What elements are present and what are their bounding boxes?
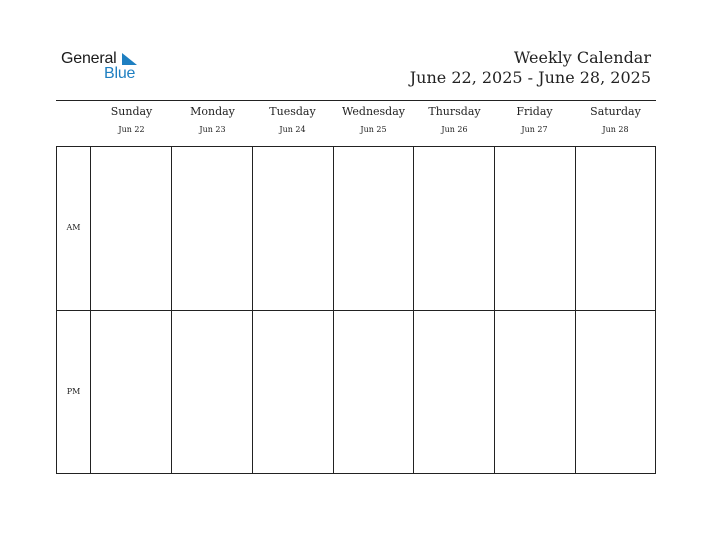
cell-tuesday-am[interactable]	[253, 147, 333, 310]
logo-text-general: General	[61, 50, 117, 67]
cell-friday-pm[interactable]	[495, 311, 575, 473]
cell-sunday-am[interactable]	[91, 147, 171, 310]
day-date: Jun 22	[118, 125, 145, 134]
day-date: Jun 27	[521, 125, 548, 134]
day-name: Sunday	[110, 105, 153, 118]
cell-wednesday-pm[interactable]	[334, 311, 413, 473]
cell-tuesday-pm[interactable]	[253, 311, 333, 473]
header-divider	[56, 100, 656, 101]
day-header-friday	[494, 104, 575, 136]
day-name: Monday	[190, 105, 235, 118]
day-name: Saturday	[590, 105, 641, 118]
cell-saturday-pm[interactable]	[576, 311, 655, 473]
day-header-saturday	[575, 104, 656, 136]
day-header-sunday	[91, 104, 172, 136]
day-name: Tuesday	[269, 105, 316, 118]
logo-text-blue: Blue	[104, 65, 136, 82]
day-date: Jun 24	[279, 125, 306, 134]
row-label-am: AM	[66, 223, 81, 232]
day-date: Jun 23	[199, 125, 226, 134]
day-date: Jun 25	[360, 125, 387, 134]
cell-wednesday-am[interactable]	[334, 147, 413, 310]
cell-monday-am[interactable]	[172, 147, 252, 310]
date-range: June 22, 2025 - June 28, 2025	[409, 68, 651, 87]
cell-saturday-am[interactable]	[576, 147, 655, 310]
cell-sunday-pm[interactable]	[91, 311, 171, 473]
row-label-pm: PM	[66, 387, 81, 396]
cell-thursday-am[interactable]	[414, 147, 494, 310]
generalblue-logo	[61, 50, 141, 84]
cell-thursday-pm[interactable]	[414, 311, 494, 473]
day-header-wednesday	[333, 104, 414, 136]
day-header-monday	[172, 104, 253, 136]
day-header-tuesday	[252, 104, 333, 136]
page-title: Weekly Calendar	[513, 48, 651, 67]
day-name: Wednesday	[341, 105, 405, 118]
day-date: Jun 26	[441, 125, 468, 134]
day-date: Jun 28	[602, 125, 629, 134]
day-header-thursday	[414, 104, 495, 136]
cell-monday-pm[interactable]	[172, 311, 252, 473]
day-name: Friday	[516, 105, 553, 118]
cell-friday-am[interactable]	[495, 147, 575, 310]
logo-flag-icon	[118, 52, 138, 66]
day-name: Thursday	[428, 105, 481, 118]
